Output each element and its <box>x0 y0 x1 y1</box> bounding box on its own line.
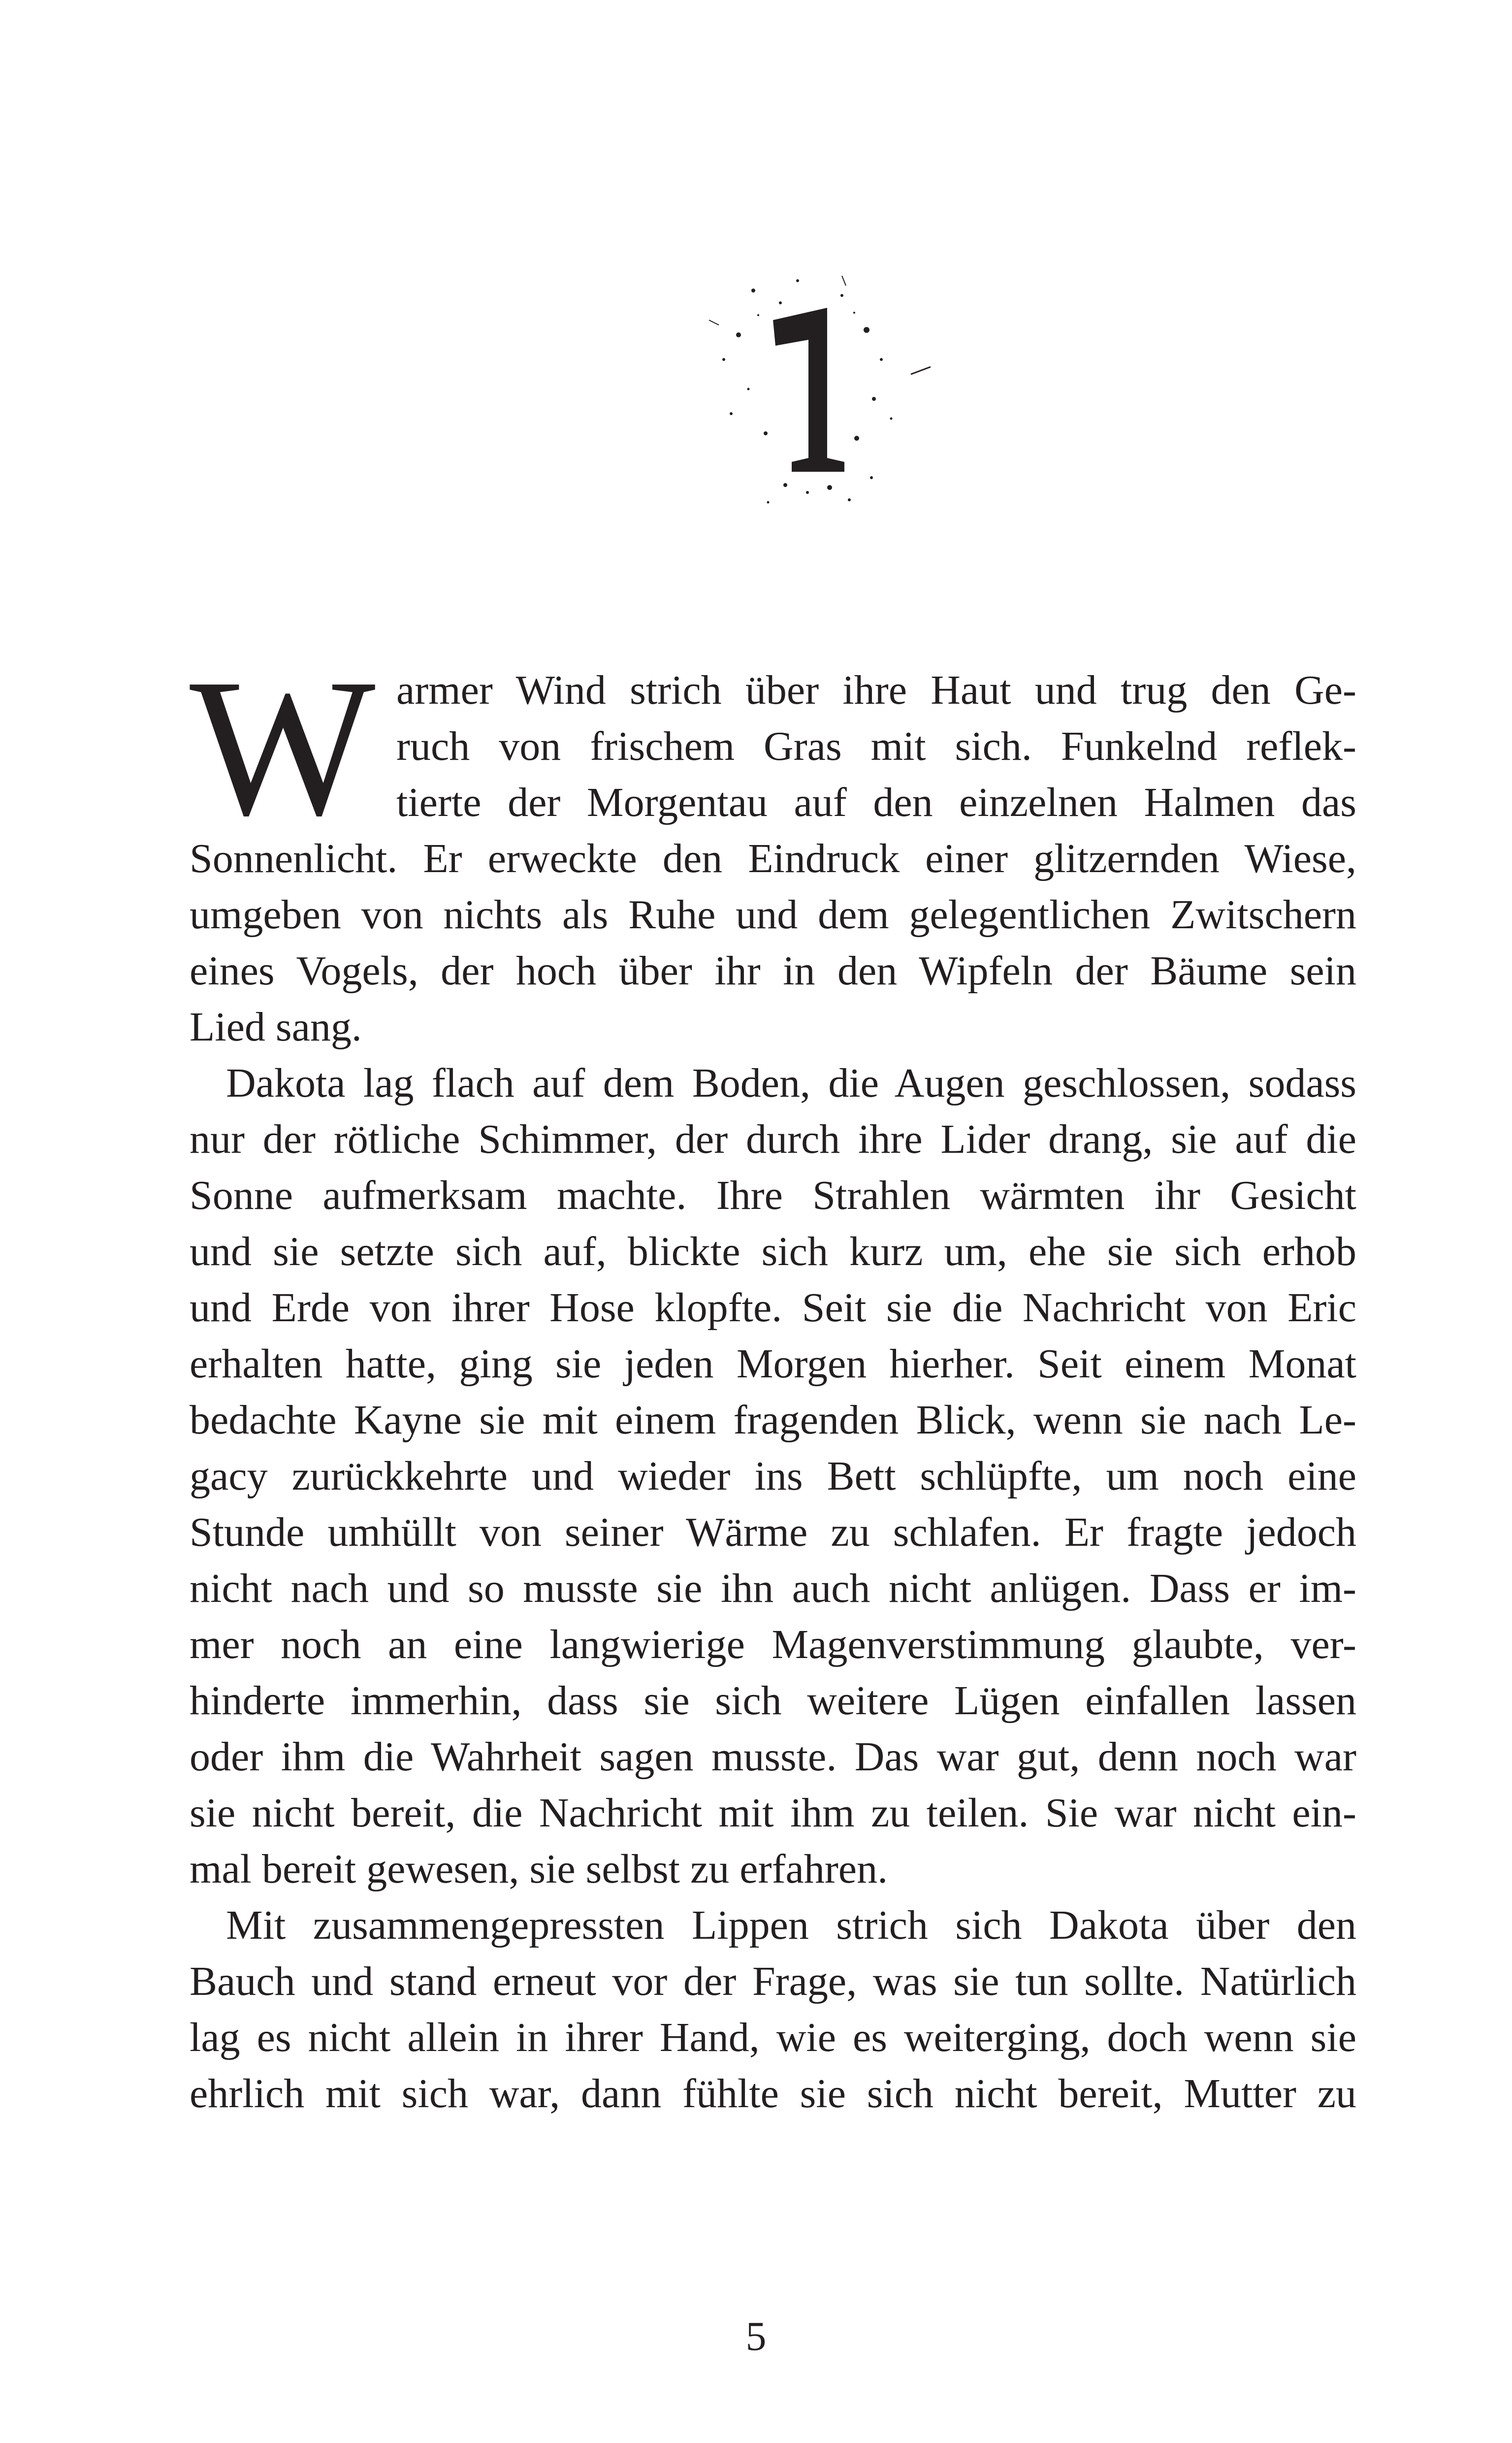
text-line: und Erde von ihrer Hose klopfte. Seit sie die Nachricht von Eric <box>190 1285 1356 1331</box>
text-line: mal bereit gewesen, sie selbst zu erfahren. <box>190 1846 888 1892</box>
text-line: eines Vogels, der hoch über ihr in den Wipfeln der Bäume sein <box>190 948 1356 994</box>
text-line: Mit zusammengepressten Lippen strich sich Dakota über den <box>226 1902 1356 1948</box>
text-line: ehrlich mit sich war, dann fühlte sie sich nicht bereit, Mutter zu <box>190 2071 1356 2117</box>
text-line: Sonne aufmerksam machte. Ihre Strahlen wärmten ihr Gesicht <box>190 1173 1356 1218</box>
text-line: sie nicht bereit, die Nachricht mit ihm zu teilen. Sie war nicht ein- <box>190 1790 1356 1836</box>
text-line: Lied sang. <box>190 1004 362 1050</box>
text-line: nur der rötliche Schimmer, der durch ihre Lider drang, sie auf die <box>190 1116 1356 1162</box>
text-line: lag es nicht allein in ihrer Hand, wie es weiterging, doch wenn sie <box>190 2015 1356 2060</box>
text-line: armer Wind strich über ihre Haut und trug den Ge- <box>396 667 1356 713</box>
text-line: erhalten hatte, ging sie jeden Morgen hierher. Seit einem Monat <box>190 1341 1356 1387</box>
text-line: und sie setzte sich auf, blickte sich kurz um, ehe sie sich erhob <box>190 1229 1356 1274</box>
text-line: Sonnenlicht. Er erweckte den Eindruck einer glitzernden Wiese, <box>190 836 1356 881</box>
ink-splatter-icon <box>679 261 955 537</box>
text-line: ruch von frischem Gras mit sich. Funkelnd reflek- <box>396 723 1356 769</box>
text-line: bedachte Kayne sie mit einem fragenden Blick, wenn sie nach Le- <box>190 1397 1356 1443</box>
text-line: oder ihm die Wahrheit sagen musste. Das war gut, denn noch war <box>190 1734 1356 1780</box>
text-line: mer noch an eine langwierige Magenverstimmung glaubte, ver- <box>190 1622 1356 1667</box>
text-line: hinderte immerhin, dass sie sich weitere Lügen einfallen lassen <box>190 1678 1356 1724</box>
chapter-number-icon <box>679 261 955 537</box>
text-line: Stunde umhüllt von seiner Wärme zu schlafen. Er fragte jedoch <box>190 1509 1356 1555</box>
text-line: Dakota lag flach auf dem Boden, die Augen geschlossen, sodass <box>226 1060 1356 1106</box>
text-line: Bauch und stand erneut vor der Frage, was sie tun sollte. Natürlich <box>190 1958 1356 2004</box>
text-line: nicht nach und so musste sie ihn auch nicht anlügen. Dass er im- <box>190 1565 1356 1611</box>
drop-cap: W <box>190 638 376 856</box>
body-text <box>190 662 1356 2122</box>
text-line: gacy zurückkehrte und wieder ins Bett schlüpfte, um noch eine <box>190 1453 1356 1499</box>
text-line: tierte der Morgentau auf den einzelnen Halmen das <box>396 780 1356 825</box>
page-number: 5 <box>745 2313 767 2359</box>
text-line: umgeben von nichts als Ruhe und dem gelegentlichen Zwitschern <box>190 892 1356 938</box>
